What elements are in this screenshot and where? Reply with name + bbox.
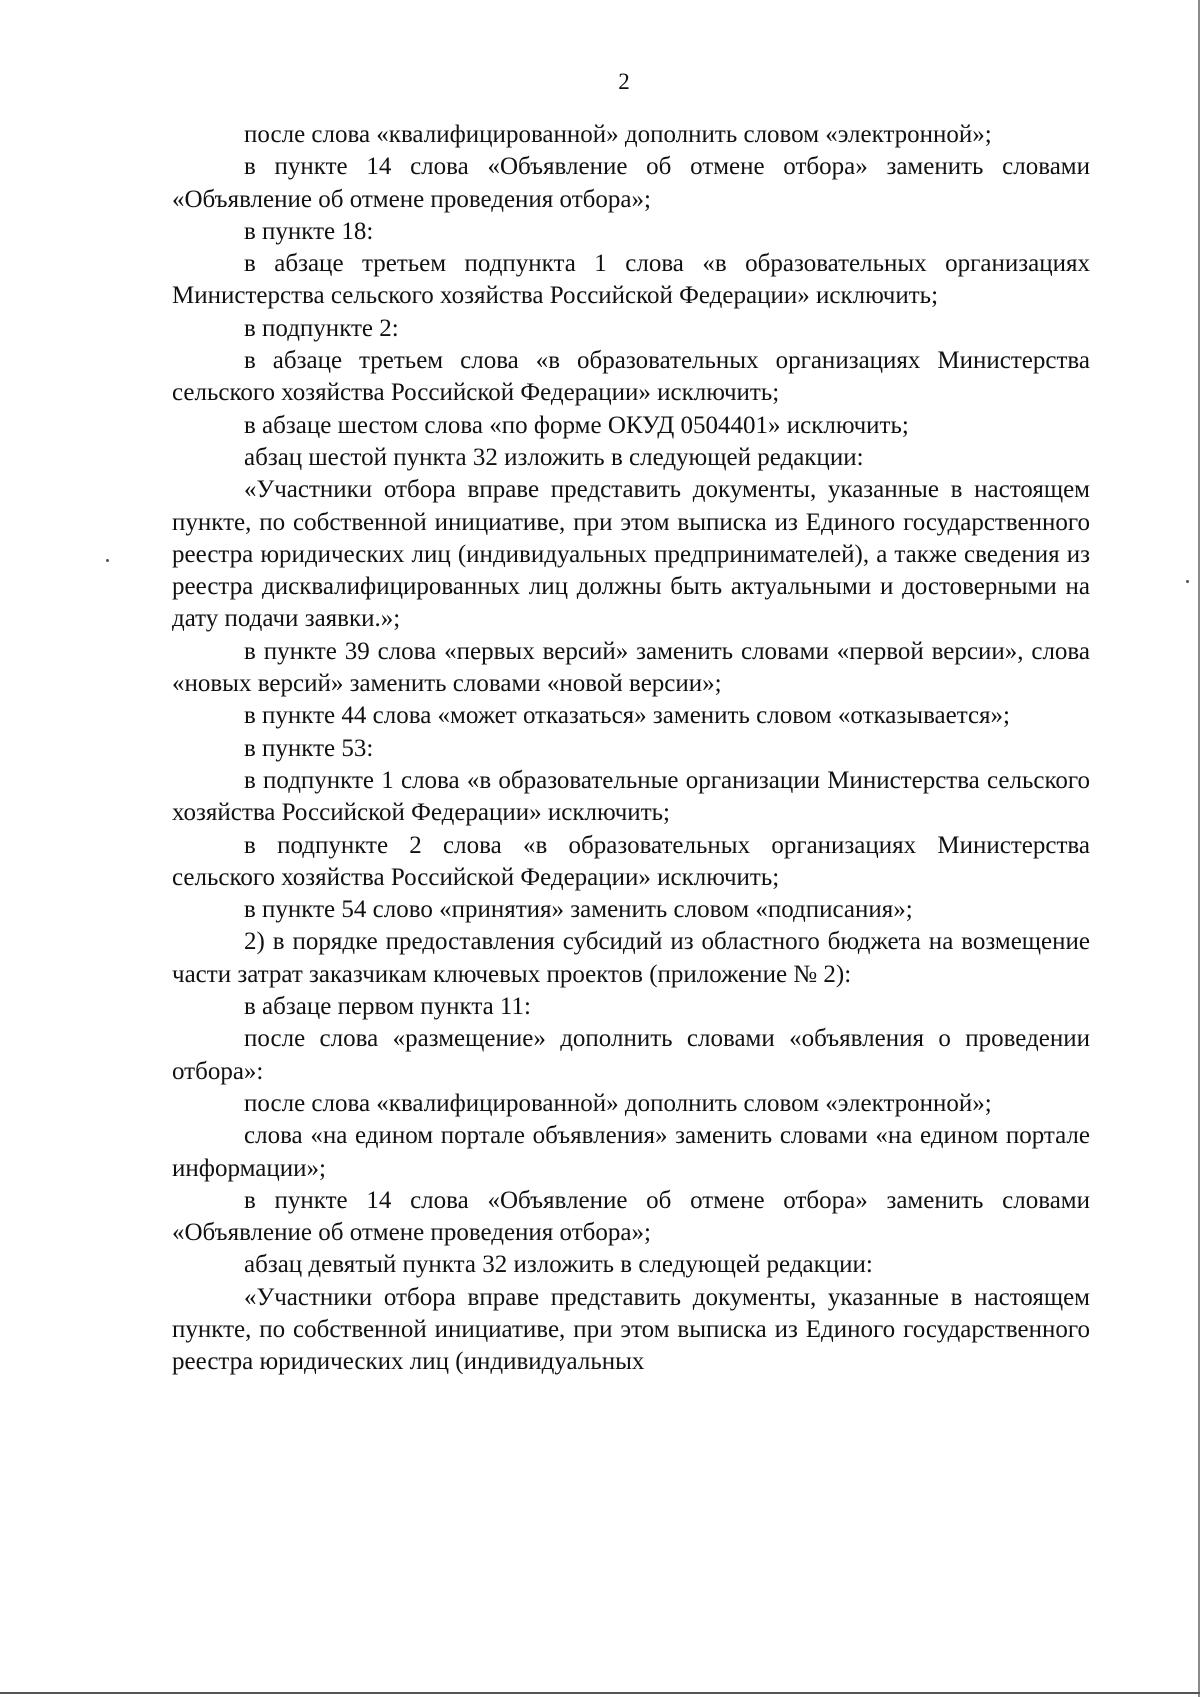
paragraph: в абзаце первом пункта 11: <box>244 993 531 1021</box>
page-number: 2 <box>618 69 630 94</box>
paragraph: абзац девятый пункта 32 изложить в следующей редакции: <box>244 1251 873 1279</box>
paragraph: в подпункте 1 слова «в образовательные организации Министерства сельского хозяйства Российской Федерации» исключить; <box>172 766 1090 827</box>
paragraph: в подпункте 2 слова «в образовательных организациях Министерства сельского хозяйства Российской Федерации» исключить; <box>172 831 1090 891</box>
paragraph: в пункте 18: <box>244 217 374 245</box>
paragraph: в пункте 14 слова «Объявление об отмене отбора» заменить словами «Объявление об отмене проведения отбора»; <box>172 153 1090 213</box>
scan-speck <box>106 559 109 562</box>
scan-edge-bottom <box>0 1692 1200 1694</box>
paragraph: в пункте 53: <box>244 734 374 762</box>
document-body <box>172 119 1090 1684</box>
paragraph: в абзаце шестом слова «по форме ОКУД 0504401» исключить; <box>244 411 909 439</box>
paragraph: в подпункте 2: <box>244 314 399 342</box>
paragraph: в пункте 54 слово «принятия» заменить словом «подписания»; <box>244 896 913 924</box>
paragraph: в пункте 39 слова «первых версий» заменить словами «первой версии», слова «новых версий» заменить словами «новой версии»; <box>172 637 1090 698</box>
paragraph: «Участники отбора вправе представить документы, указанные в настоящем пункте, по собственной инициативе, при этом выписка из Единого государственного реестра юридических лиц (индивидуальных предпринимателей), а также сведения из реестра дисквалифицированных лиц должны быть актуальными и достоверными на дату подачи заявки.»; <box>172 476 1090 633</box>
paragraph: в абзаце третьем слова «в образовательных организациях Министерства сельского хозяйства Российской Федерации» исключить; <box>172 347 1090 407</box>
paragraph: в пункте 44 слова «может отказаться» заменить словом «отказывается»; <box>244 702 1011 730</box>
scan-speck <box>1186 580 1189 583</box>
paragraph: в пункте 14 слова «Объявление об отмене отбора» заменить словами «Объявление об отмене проведения отбора»; <box>172 1186 1090 1247</box>
paragraph: после слова «квалифицированной» дополнить словом «электронной»; <box>244 1089 992 1117</box>
paragraph: слова «на едином портале объявления» заменить словами «на едином портале информации»; <box>172 1122 1090 1182</box>
paragraph: абзац шестой пункта 32 изложить в следующей редакции: <box>244 443 864 471</box>
paragraph: 2) в порядке предоставления субсидий из областного бюджета на возмещение части затрат заказчикам ключевых проектов (приложение № 2): <box>172 928 1090 988</box>
paragraph: в абзаце третьем подпункта 1 слова «в образовательных организациях Министерства сельского хозяйства Российской Федерации» исключить; <box>172 250 1090 310</box>
paragraph: после слова «размещение» дополнить словами «объявления о проведении отбора»: <box>172 1025 1090 1085</box>
paragraph: «Участники отбора вправе представить документы, указанные в настоящем пункте, по собственной инициативе, при этом выписка из Единого государственного реестра юридических лиц (индивидуальных <box>172 1283 1090 1376</box>
paragraph: после слова «квалифицированной» дополнить словом «электронной»; <box>244 121 992 148</box>
